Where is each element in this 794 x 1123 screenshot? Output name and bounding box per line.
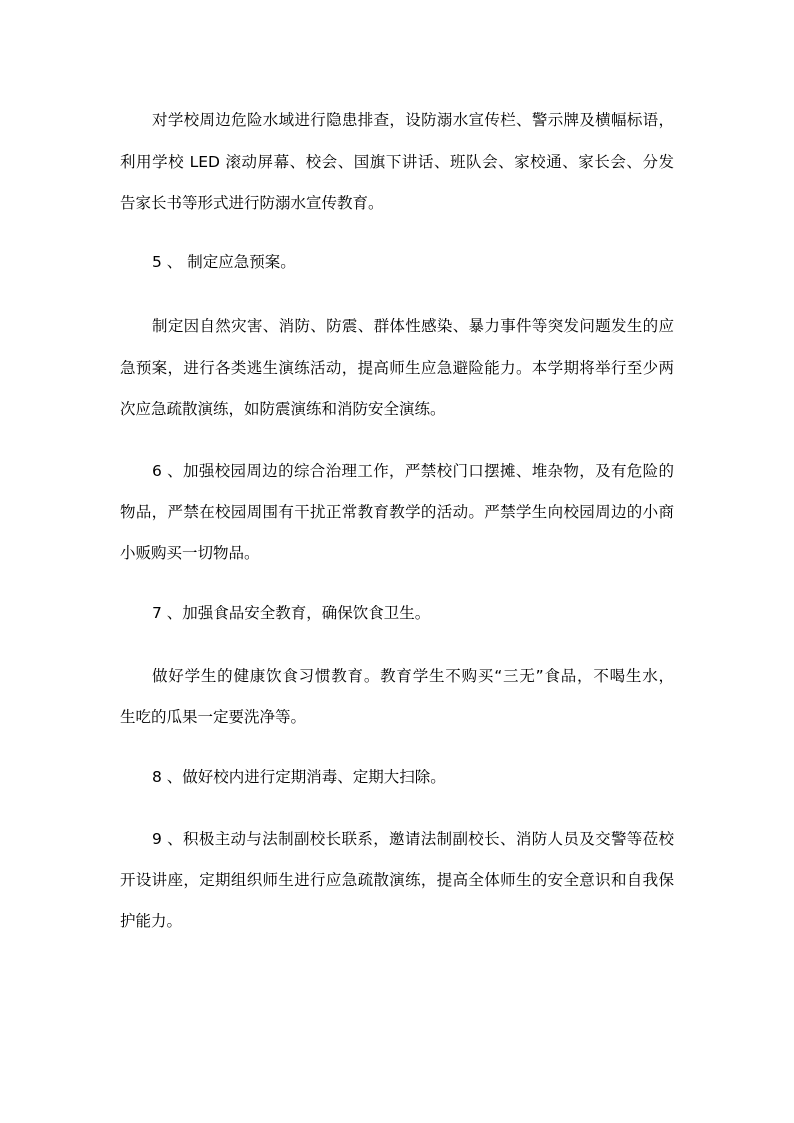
paragraph-3-line-3: 次应急疏散演练，如防震演练和消防安全演练。 [120,400,446,418]
section-6-line-1: 6 、加强校园周边的综合治理工作，严禁校门口摆摊、堆杂物，及有危险的 [152,462,674,480]
paragraph-6-line-1: 做好学生的健康饮食习惯教育。教育学生不购买“三无”食品，不喝生水， [152,667,674,685]
paragraph-3-line-1: 制定因自然灾害、消防、防震、群体性感染、暴力事件等突发问题发生的应 [152,317,674,335]
paragraph-6-line-2: 生吃的瓜果一定要洗净等。 [120,708,307,726]
paragraph-1-line-3: 告家长书等形式进行防溺水宣传教育。 [120,194,384,212]
paragraph-1-line-2: 利用学校 LED 滚动屏幕、校会、国旗下讲话、班队会、家校通、家长会、分发 [120,153,674,171]
paragraph-1-line-1: 对学校周边危险水域进行隐患排查，设防溺水宣传栏、警示牌及横幅标语， [152,111,674,129]
section-6-line-3: 小贩购买一切物品。 [120,544,260,562]
section-7-heading: 7 、加强食品安全教育，确保饮食卫生。 [152,604,431,622]
section-6-line-2: 物品，严禁在校园周围有干扰正常教育教学的活动。严禁学生向校园周边的小商 [120,503,674,521]
section-5-heading: 5 、 制定应急预案。 [152,253,296,271]
section-9-line-3: 护能力。 [120,912,183,930]
paragraph-3-line-2: 急预案，进行各类逃生演练活动，提高师生应急避险能力。本学期将举行至少两 [120,359,674,377]
section-9-line-1: 9 、积极主动与法制副校长联系，邀请法制副校长、消防人员及交警等莅校 [152,830,674,848]
section-9-line-2: 开设讲座，定期组织师生进行应急疏散演练，提高全体师生的安全意识和自我保 [120,871,674,889]
section-8-heading: 8 、做好校内进行定期消毒、定期大扫除。 [152,768,446,786]
